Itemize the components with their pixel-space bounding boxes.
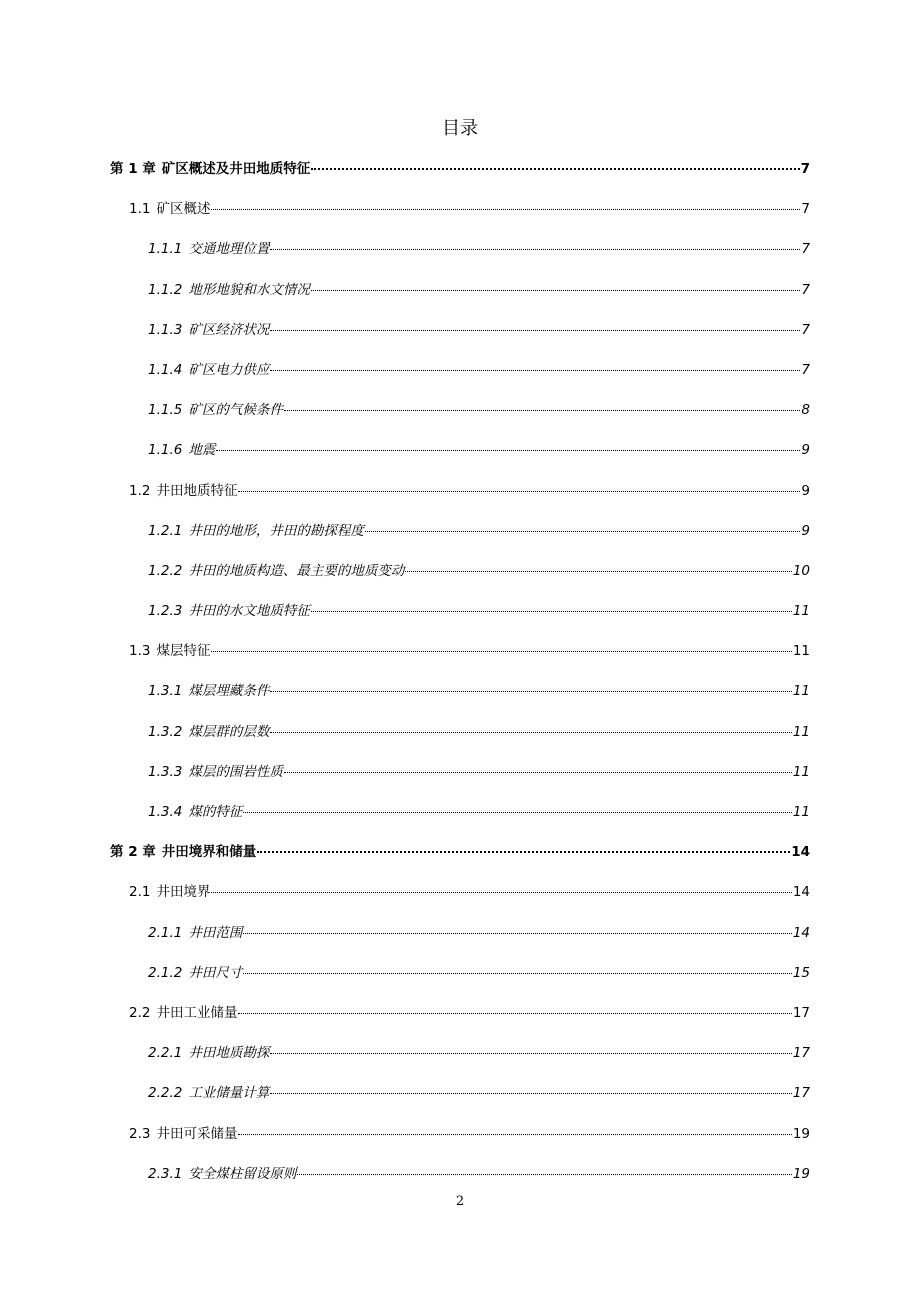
toc-entry[interactable] [110, 872, 810, 912]
toc-entry-page: 7 [801, 361, 810, 378]
toc-entry-text: 井田尺寸 [188, 964, 243, 981]
toc-entry-text: 井田可采储量 [156, 1125, 238, 1142]
toc-leader-dots [216, 449, 800, 451]
toc-entry-number: 1.1.4 [148, 361, 183, 378]
toc-entry-label [148, 350, 269, 390]
toc-leader-dots [365, 530, 801, 532]
toc-entry-page: 7 [801, 321, 810, 338]
toc-entry-number: 第 1 章 [110, 161, 156, 177]
toc-entry[interactable] [110, 270, 810, 310]
toc-entry-page: 17 [792, 1045, 810, 1062]
toc-entry-label [148, 430, 215, 470]
toc-entry[interactable] [110, 752, 810, 792]
toc-leader-dots [297, 1173, 791, 1175]
toc-entry-label [148, 671, 269, 711]
page-number: 2 [455, 1194, 465, 1209]
toc-entry-page: 11 [792, 643, 810, 660]
toc-entry[interactable] [110, 1033, 810, 1073]
toc-entry-page: 7 [801, 281, 810, 298]
toc-entry-text: 矿区概述 [156, 201, 211, 218]
toc-entry-number: 2.1.1 [148, 924, 183, 941]
toc-entry-label [148, 511, 364, 551]
toc-entry-page: 17 [792, 1085, 810, 1102]
toc-entry-number: 1.1.6 [148, 442, 183, 459]
toc-entry-label [129, 993, 237, 1033]
toc-entry-number: 1.1.2 [148, 281, 183, 298]
toc-entry-label [148, 712, 269, 752]
toc-leader-dots [211, 208, 800, 210]
toc-entry-page: 19 [792, 1125, 810, 1142]
toc-leader-dots [243, 811, 791, 813]
table-of-contents [110, 149, 810, 1194]
toc-leader-dots [270, 1092, 791, 1094]
toc-entry-page: 7 [801, 241, 810, 258]
toc-entry-label [148, 1073, 269, 1113]
toc-entry-page: 14 [792, 924, 810, 941]
toc-entry-page: 9 [801, 442, 810, 459]
toc-entry-text: 井田的地形，井田的勘探程度 [188, 522, 364, 539]
toc-entry-label [148, 953, 242, 993]
toc-entry-text: 井田工业储量 [156, 1004, 238, 1021]
toc-entry-text: 井田地质特征 [156, 482, 238, 499]
toc-entry-number: 1.3 [129, 643, 151, 660]
toc-title: 目录 [442, 118, 478, 139]
toc-entry[interactable] [110, 1154, 810, 1194]
toc-entry-text: 井田的水文地质特征 [188, 603, 310, 620]
toc-leader-dots [405, 570, 791, 572]
toc-entry-page: 17 [792, 1004, 810, 1021]
toc-entry-number: 1.3.1 [148, 683, 183, 700]
toc-entry-text: 安全煤柱留设原则 [188, 1165, 297, 1182]
toc-entry-page: 19 [792, 1165, 810, 1182]
toc-leader-dots [284, 409, 801, 411]
toc-entry-number: 1.1.3 [148, 321, 183, 338]
toc-leader-dots [270, 1052, 791, 1054]
toc-entry[interactable] [110, 189, 810, 229]
toc-entry[interactable] [110, 832, 810, 872]
toc-entry-number: 2.3 [129, 1125, 151, 1142]
toc-entry-label [148, 270, 310, 310]
toc-entry-label [129, 631, 210, 671]
toc-entry-number: 1.2.1 [148, 522, 183, 539]
toc-entry-number: 第 2 章 [110, 844, 156, 861]
toc-entry-page: 14 [791, 844, 810, 861]
toc-entry-number: 1.1.5 [148, 402, 183, 419]
toc-entry-text: 地形地貌和水文情况 [188, 281, 310, 298]
toc-entry-page: 11 [792, 804, 810, 820]
toc-entry[interactable] [110, 591, 810, 631]
toc-entry[interactable] [110, 993, 810, 1033]
toc-entry-number: 2.2 [129, 1004, 151, 1021]
toc-entry-text: 煤层群的层数 [188, 723, 270, 740]
toc-entry-label [148, 390, 283, 430]
toc-leader-dots [270, 248, 800, 250]
toc-leader-dots [238, 1012, 791, 1014]
toc-leader-dots [238, 490, 800, 492]
toc-entry[interactable] [110, 551, 810, 591]
toc-leader-dots [243, 972, 791, 974]
toc-entry-page: 11 [792, 723, 810, 740]
toc-entry-text: 煤的特征 [188, 804, 243, 820]
toc-entry-number: 2.1.2 [148, 964, 183, 981]
toc-leader-dots [211, 891, 791, 893]
toc-entry-text: 井田境界和储量 [161, 844, 257, 861]
toc-entry-number: 1.1 [129, 201, 151, 218]
toc-entry-number: 1.3.4 [148, 804, 183, 820]
toc-entry-number: 1.3.2 [148, 723, 183, 740]
toc-leader-dots [270, 329, 800, 331]
toc-entry-page: 11 [792, 763, 810, 780]
toc-entry-page: 9 [801, 522, 810, 539]
toc-entry-number: 1.2.3 [148, 603, 183, 620]
toc-leader-dots [311, 167, 799, 170]
toc-entry-text: 工业储量计算 [188, 1085, 270, 1102]
toc-entry-number: 1.1.1 [148, 241, 183, 258]
toc-entry[interactable] [110, 430, 810, 470]
toc-entry-page: 15 [792, 964, 810, 981]
toc-entry[interactable] [110, 310, 810, 350]
toc-leader-dots [311, 610, 792, 612]
toc-entry-label [110, 149, 310, 189]
toc-entry-number: 1.3.3 [148, 763, 183, 780]
toc-entry-label [148, 551, 404, 591]
toc-leader-dots [211, 650, 791, 652]
toc-entry-page: 10 [792, 562, 810, 579]
toc-entry-page: 8 [801, 402, 810, 419]
toc-entry-text: 煤层的围岩性质 [188, 763, 283, 780]
toc-entry[interactable] [110, 350, 810, 390]
toc-entry-text: 井田的地质构造、最主要的地质变动 [188, 562, 405, 579]
toc-entry-label [148, 591, 310, 631]
toc-entry-page: 11 [792, 603, 810, 620]
toc-entry-number: 2.2.2 [148, 1085, 183, 1102]
toc-leader-dots [270, 731, 791, 733]
toc-entry-text: 矿区电力供应 [188, 361, 270, 378]
toc-entry-text: 煤层特征 [156, 643, 211, 660]
toc-entry-text: 交通地理位置 [188, 241, 270, 258]
toc-leader-dots [311, 289, 801, 291]
toc-entry[interactable] [110, 913, 810, 953]
toc-entry-text: 煤层埋藏条件 [188, 683, 270, 700]
toc-leader-dots [257, 850, 790, 853]
toc-entry[interactable] [110, 511, 810, 551]
toc-entry[interactable] [110, 712, 810, 752]
toc-entry-page: 14 [792, 884, 810, 901]
toc-entry[interactable] [110, 953, 810, 993]
toc-entry[interactable] [110, 631, 810, 671]
toc-entry-label [148, 229, 269, 269]
toc-entry-label [129, 471, 237, 511]
toc-entry-label [129, 1114, 237, 1154]
toc-entry-label [148, 913, 242, 953]
toc-entry[interactable] [110, 149, 810, 189]
toc-entry[interactable] [110, 671, 810, 711]
toc-entry-text: 井田范围 [188, 924, 243, 941]
toc-leader-dots [243, 932, 791, 934]
toc-entry-text: 矿区经济状况 [188, 321, 270, 338]
toc-entry[interactable] [110, 792, 810, 832]
toc-entry-page: 9 [801, 482, 810, 499]
toc-entry-page: 11 [792, 683, 810, 700]
toc-leader-dots [284, 771, 792, 773]
toc-leader-dots [270, 690, 791, 692]
toc-entry-number: 1.2.2 [148, 562, 183, 579]
toc-leader-dots [238, 1133, 791, 1135]
toc-entry-text: 井田地质勘探 [188, 1045, 270, 1062]
toc-entry-number: 2.2.1 [148, 1045, 183, 1062]
toc-entry-text: 地震 [188, 442, 216, 459]
toc-entry-text: 矿区的气候条件 [188, 402, 283, 419]
toc-entry[interactable] [110, 229, 810, 269]
toc-entry[interactable] [110, 1114, 810, 1154]
toc-entry-label [148, 1033, 269, 1073]
toc-entry[interactable] [110, 1073, 810, 1113]
toc-entry-label [129, 189, 210, 229]
toc-entry[interactable] [110, 471, 810, 511]
toc-entry-number: 2.3.1 [148, 1165, 183, 1182]
toc-entry-label [148, 310, 269, 350]
toc-entry-number: 2.1 [129, 884, 151, 901]
toc-entry-label [148, 1154, 296, 1194]
toc-leader-dots [270, 369, 800, 371]
toc-entry-number: 1.2 [129, 482, 151, 499]
toc-entry-label [129, 872, 210, 912]
toc-entry-label [148, 792, 242, 832]
toc-entry-label [148, 752, 283, 792]
toc-entry-page: 7 [801, 201, 810, 218]
toc-entry-text: 矿区概述及井田地质特征 [161, 161, 311, 177]
toc-entry-text: 井田境界 [156, 884, 211, 901]
toc-entry-page: 7 [800, 161, 810, 177]
toc-entry[interactable] [110, 390, 810, 430]
toc-entry-label [110, 832, 256, 872]
